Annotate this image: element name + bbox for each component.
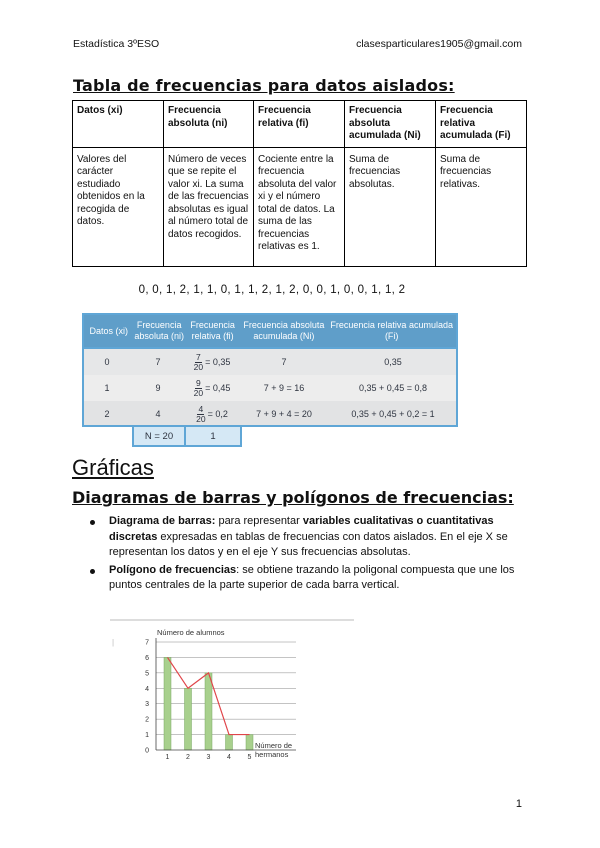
bar-chart [108,618,358,766]
y-axis-label: Número de alumnos [157,628,225,637]
cell-n: 4 [155,409,161,419]
definition-body-row [73,147,527,266]
def-desc-cell: Suma de frecuencias absolutas. [345,147,436,266]
x-tick-label: 1 [165,754,170,761]
def-desc-cell: Cociente entre la frecuencia absoluta del valor xi y el número total de datos. La suma de las frecuencias relativas es 1. [254,147,345,266]
bullet-text: para representar [215,515,303,527]
cell-F: 0,35 [384,357,402,367]
bar-2 [185,688,192,750]
bullet-bold: Diagrama de barras: [109,515,216,527]
cell-N: 7 [281,357,287,367]
def-header-cell: Datos (xi) [73,101,164,148]
freq-header-cell: Frecuencia relativa (fi) [190,320,235,341]
def-desc-cell: Suma de frecuencias relativas. [436,147,527,266]
x-tick-label: 4 [227,754,231,761]
cell-x: 2 [104,409,110,419]
list-item [90,563,530,594]
section-title: Tabla de frecuencias para datos aislados: [73,76,455,95]
page-number: 1 [515,798,522,810]
x-tick-label: 3 [206,754,211,761]
bullet-list [90,514,530,596]
bullet-text: expresadas en tablas de frecuencias con datos aislados. En el eje X se representan los datos y en el eje Y sus frecuencias absolutas. [109,530,508,558]
y-tick-label: 3 [145,701,149,709]
def-header-cell: Frecuencia absoluta (ni) [164,101,254,148]
freq-header-row [82,313,458,349]
fraction-numerator: 9 [195,377,201,388]
def-header-cell: Frecuencia absoluta acumulada (Ni) [345,101,436,148]
fraction-value: = 0,35 [205,357,231,367]
bar-4 [226,735,233,750]
definition-table [72,100,527,267]
cell-N: 7 + 9 + 4 = 20 [256,409,312,419]
x-axis-label-line1: Número de [255,741,293,750]
y-tick-label: 6 [145,654,149,662]
x-tick-label: 2 [186,754,190,761]
fraction-numerator: 4 [198,403,204,414]
bullet-icon [90,520,95,525]
freq-table-border [82,349,458,427]
definition-header-row [73,101,527,148]
y-tick-label: 1 [145,732,149,740]
bar-1 [164,657,171,750]
fraction-numerator: 7 [195,351,201,362]
header-email: clasesparticulares1905@gmail.com [356,38,522,50]
cell-N: 7 + 9 = 16 [263,383,305,393]
y-tick-label: 5 [145,670,149,678]
freq-header-cell: Frecuencia relativa acumulada (Fi) [330,320,453,341]
freq-header-cell: Frecuencia absoluta acumulada (Ni) [243,320,325,341]
fraction-denominator: 20 [193,387,204,398]
cell-F: 0,35 + 0,45 + 0,2 = 1 [351,409,435,419]
chart-corner-mark: | [112,638,115,647]
bullet-text: : se obtiene trazando la poligonal compuesta que une los puntos centrales de la parte superior de cada barra vertical. [109,563,515,591]
total-n-cell: N = 20 [132,427,186,447]
cell-F: 0,35 + 0,45 = 0,8 [358,383,428,393]
total-f-cell: 1 [184,427,242,447]
cell-x: 0 [104,357,110,367]
fraction-value: = 0,45 [205,383,231,393]
def-header-cell: Frecuencia relativa (fi) [254,101,345,148]
y-tick-label: 0 [145,747,149,755]
bullet-icon [90,569,95,574]
def-header-cell: Frecuencia relativa acumulada (Fi) [436,101,527,148]
fraction-denominator: 20 [193,361,204,372]
freq-header-cell: Datos (xi) [89,325,128,336]
cell-n: 7 [155,357,161,367]
y-tick-label: 2 [145,716,149,724]
fraction-denominator: 20 [196,413,206,424]
def-desc-cell: Valores del carácter estudiado obtenidos en la recogida de datos. [73,147,164,266]
y-tick-label: 7 [145,639,149,647]
bar-5 [246,735,253,750]
diagramas-heading: Diagramas de barras y polígonos de frecuencias: [72,488,514,507]
data-sequence: 0, 0, 1, 2, 1, 1, 0, 1, 1, 2, 1, 2, 0, 0, 1, 0, 0, 1, 1, 2 [138,284,406,296]
fraction-value: = 0,2 [207,409,228,419]
x-tick-label: 5 [247,754,252,761]
x-axis-label-line2: hermanos [255,750,289,759]
list-item [90,514,530,561]
graficas-heading: Gráficas [72,455,154,480]
bullet-bold: variables cualitativas o cuantitativas discretas [109,515,494,543]
freq-header-cell: Frecuencia absoluta (ni) [134,320,184,341]
y-tick-label: 4 [145,685,149,693]
cell-n: 9 [155,383,161,393]
bar-3 [205,673,212,750]
header-course: Estadística 3ºESO [73,38,160,50]
def-desc-cell: Número de veces que se repite el valor xi. La suma de las frecuencias absolutas es igual al número total de datos recogidos. [164,147,254,266]
cell-x: 1 [104,383,110,393]
bullet-bold: Polígono de frecuencias [109,563,237,576]
